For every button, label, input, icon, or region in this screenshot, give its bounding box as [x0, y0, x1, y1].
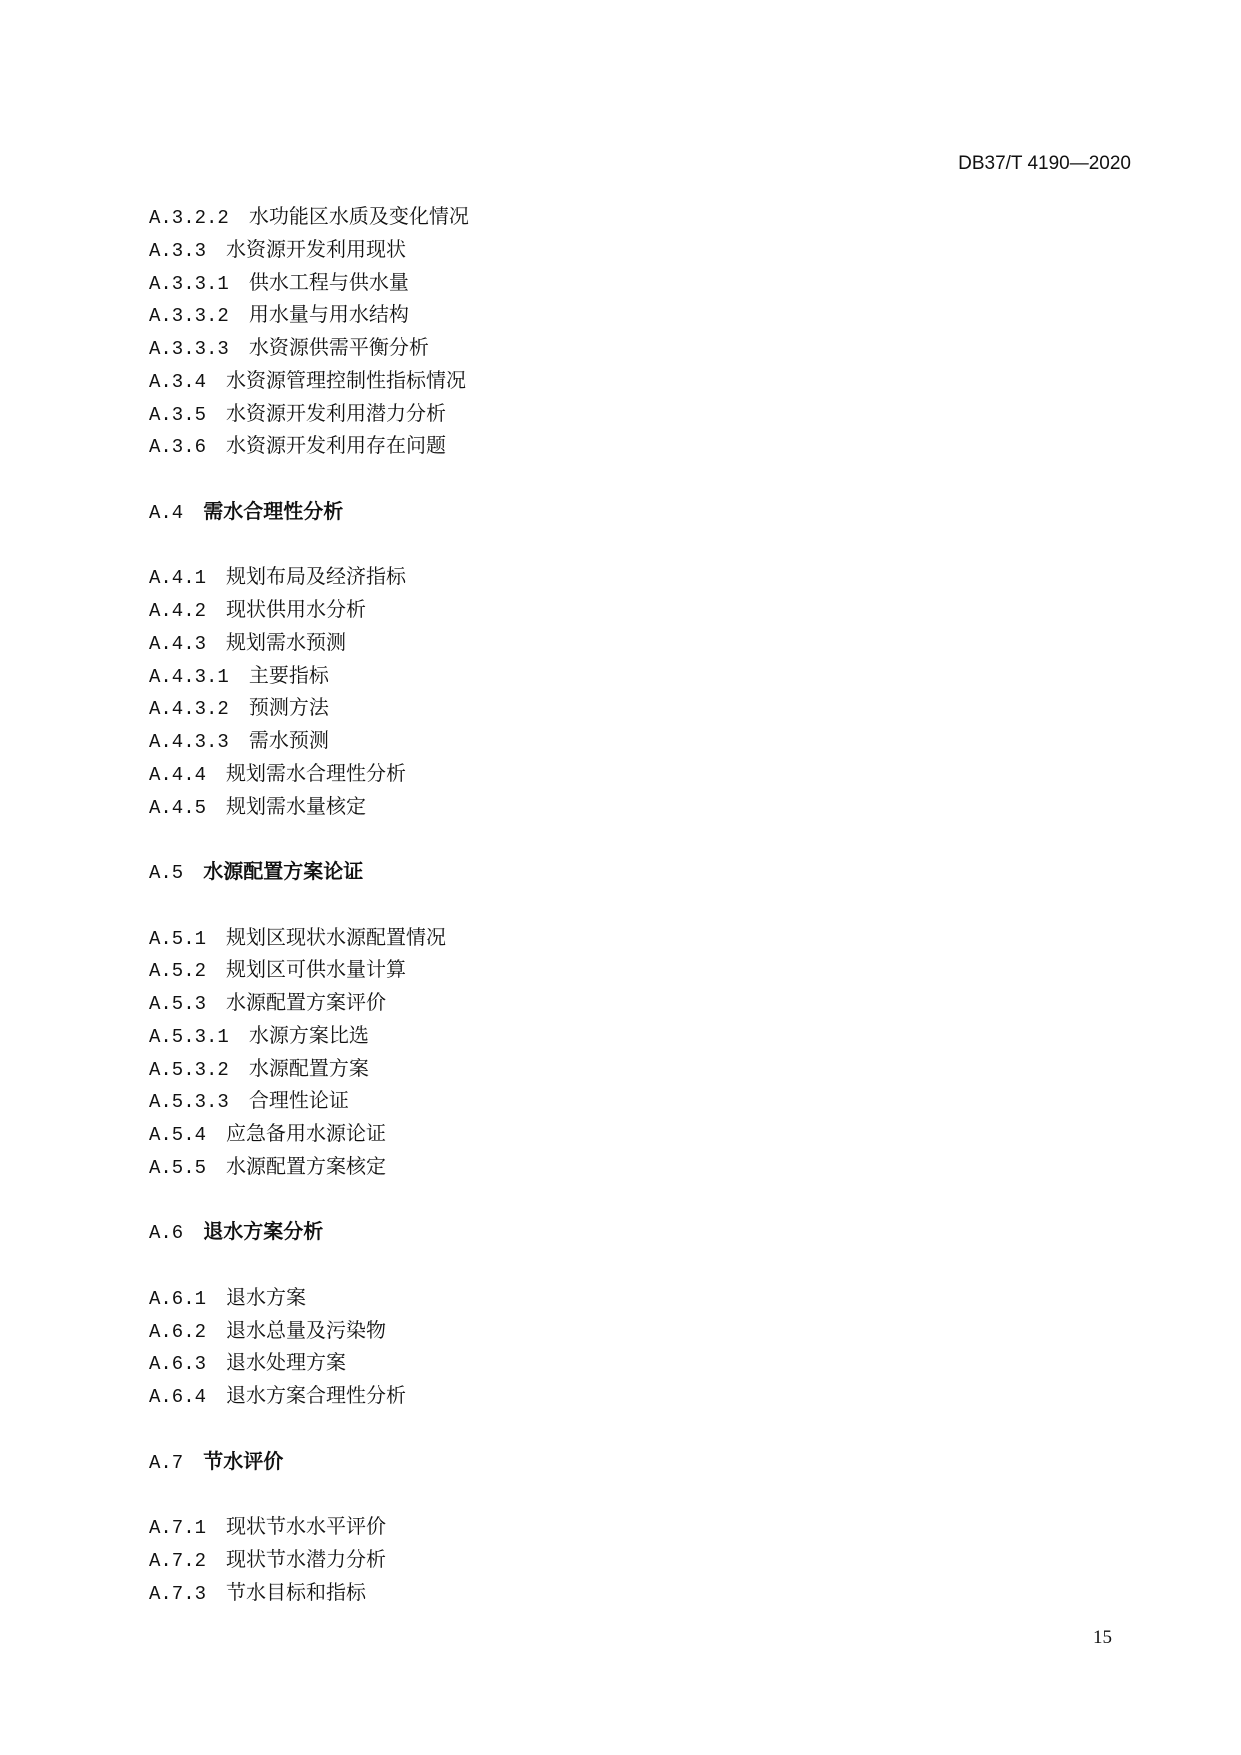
entry-number: A.3.4	[149, 370, 207, 393]
table-of-contents	[149, 200, 1149, 1608]
toc-section-heading	[149, 1215, 1149, 1248]
toc-entry	[149, 1150, 1149, 1183]
entry-title: 水源方案比选	[248, 1022, 369, 1047]
entry-number: A.5.4	[149, 1124, 207, 1146]
entry-number: A.6.3	[149, 1353, 207, 1376]
entry-title: 规划布局及经济指标	[226, 564, 407, 589]
toc-entry	[149, 1543, 1149, 1576]
entry-title: 现状供用水分析	[226, 597, 367, 621]
toc-entry	[149, 986, 1149, 1019]
toc-block-a5	[149, 855, 1149, 1183]
toc-entry	[149, 1379, 1149, 1412]
entry-title: 水源配置方案	[248, 1055, 369, 1080]
toc-entry	[149, 626, 1149, 659]
toc-entry	[149, 1084, 1149, 1117]
entry-number: A.7.3	[149, 1582, 207, 1605]
toc-entry	[149, 691, 1149, 724]
toc-entry	[149, 1576, 1149, 1609]
entry-number: A.4.4	[149, 763, 207, 786]
toc-entry	[149, 1117, 1149, 1150]
heading-number: A.5	[149, 862, 184, 884]
entry-title: 退水方案合理性分析	[226, 1383, 407, 1407]
toc-block-a6	[149, 1215, 1149, 1412]
toc-entry	[149, 921, 1149, 954]
entry-number: A.6.4	[149, 1386, 207, 1408]
entry-number: A.3.3.2	[149, 305, 229, 328]
entry-title: 节水目标和指标	[226, 1579, 367, 1604]
entry-title: 供水工程与供水量	[248, 269, 409, 294]
entry-number: A.4.3.2	[149, 698, 229, 721]
entry-number: A.4.5	[149, 796, 207, 819]
entry-number: A.3.5	[149, 403, 207, 426]
entry-title: 水资源开发利用潜力分析	[226, 400, 447, 425]
entry-title: 规划需水合理性分析	[226, 760, 407, 785]
heading-title: 需水合理性分析	[203, 498, 344, 523]
entry-number: A.5.3.3	[149, 1091, 229, 1114]
entry-number: A.4.2	[149, 600, 207, 622]
heading-number: A.7	[149, 1451, 184, 1474]
toc-block-a4	[149, 495, 1149, 823]
toc-entry	[149, 1281, 1149, 1314]
toc-entry	[149, 757, 1149, 790]
toc-entry	[149, 298, 1149, 331]
toc-entry	[149, 790, 1149, 823]
entry-title: 预测方法	[248, 695, 329, 720]
toc-entry	[149, 331, 1149, 364]
toc-entry	[149, 1052, 1149, 1085]
entry-title: 合理性论证	[248, 1088, 349, 1113]
entry-number: A.3.2.2	[149, 207, 229, 229]
entry-title: 用水量与用水结构	[248, 302, 409, 327]
entry-number: A.6.2	[149, 1320, 207, 1343]
entry-number: A.4.3	[149, 632, 207, 655]
entry-title: 规划需水量核定	[226, 793, 367, 818]
entry-title: 水资源开发利用存在问题	[226, 433, 447, 458]
toc-entry	[149, 233, 1149, 266]
entry-number: A.5.3	[149, 993, 207, 1015]
toc-entry	[149, 953, 1149, 986]
heading-number: A.6	[149, 1222, 184, 1245]
entry-title: 应急备用水源论证	[226, 1121, 387, 1145]
toc-entry	[149, 1346, 1149, 1379]
entry-number: A.7.1	[149, 1517, 207, 1539]
entry-number: A.7.2	[149, 1549, 207, 1572]
entry-title: 现状节水水平评价	[226, 1514, 387, 1538]
toc-entry	[149, 659, 1149, 692]
toc-entry	[149, 593, 1149, 626]
entry-number: A.4.3.3	[149, 731, 229, 753]
toc-section-heading	[149, 1445, 1149, 1478]
entry-number: A.4.3.1	[149, 665, 229, 688]
entry-title: 退水方案	[226, 1284, 307, 1309]
heading-title: 退水方案分析	[203, 1219, 324, 1244]
page-number: 15	[1093, 1627, 1112, 1648]
toc-entry	[149, 364, 1149, 397]
entry-title: 水功能区水质及变化情况	[248, 204, 469, 228]
toc-entry	[149, 200, 1149, 233]
toc-block-a3-continued	[149, 200, 1149, 462]
toc-section-heading	[149, 495, 1149, 528]
entry-number: A.5.3.2	[149, 1058, 229, 1081]
entry-number: A.5.1	[149, 927, 207, 950]
toc-entry	[149, 266, 1149, 299]
entry-title: 现状节水潜力分析	[226, 1546, 387, 1571]
entry-number: A.3.3.3	[149, 338, 229, 360]
entry-title: 主要指标	[248, 662, 329, 687]
toc-entry	[149, 1019, 1149, 1052]
entry-number: A.3.3.1	[149, 272, 229, 295]
toc-block-a7	[149, 1445, 1149, 1609]
heading-number: A.4	[149, 501, 184, 524]
entry-number: A.5.5	[149, 1156, 207, 1179]
entry-title: 退水总量及污染物	[226, 1317, 387, 1342]
document-code-header: DB37/T 4190—2020	[958, 153, 1131, 174]
entry-number: A.6.1	[149, 1287, 207, 1310]
entry-number: A.3.6	[149, 436, 207, 459]
toc-section-heading	[149, 855, 1149, 888]
toc-entry	[149, 724, 1149, 757]
entry-title: 规划区现状水源配置情况	[226, 924, 447, 949]
entry-number: A.5.3.1	[149, 1025, 229, 1048]
entry-title: 水资源供需平衡分析	[248, 335, 429, 359]
entry-title: 规划需水预测	[226, 629, 347, 654]
heading-title: 水源配置方案论证	[203, 859, 364, 883]
entry-title: 退水处理方案	[226, 1350, 347, 1375]
toc-entry	[149, 397, 1149, 430]
toc-entry	[149, 560, 1149, 593]
entry-number: A.3.3	[149, 239, 207, 262]
entry-number: A.5.2	[149, 960, 207, 983]
toc-entry	[149, 1510, 1149, 1543]
heading-title: 节水评价	[203, 1448, 284, 1473]
entry-title: 水资源开发利用现状	[226, 236, 407, 261]
entry-title: 水源配置方案评价	[226, 990, 387, 1014]
entry-title: 水资源管理控制性指标情况	[226, 367, 467, 392]
toc-entry	[149, 429, 1149, 462]
entry-title: 规划区可供水量计算	[226, 957, 407, 982]
entry-title: 水源配置方案核定	[226, 1153, 387, 1178]
entry-number: A.4.1	[149, 567, 207, 590]
entry-title: 需水预测	[248, 728, 329, 752]
toc-entry	[149, 1314, 1149, 1347]
